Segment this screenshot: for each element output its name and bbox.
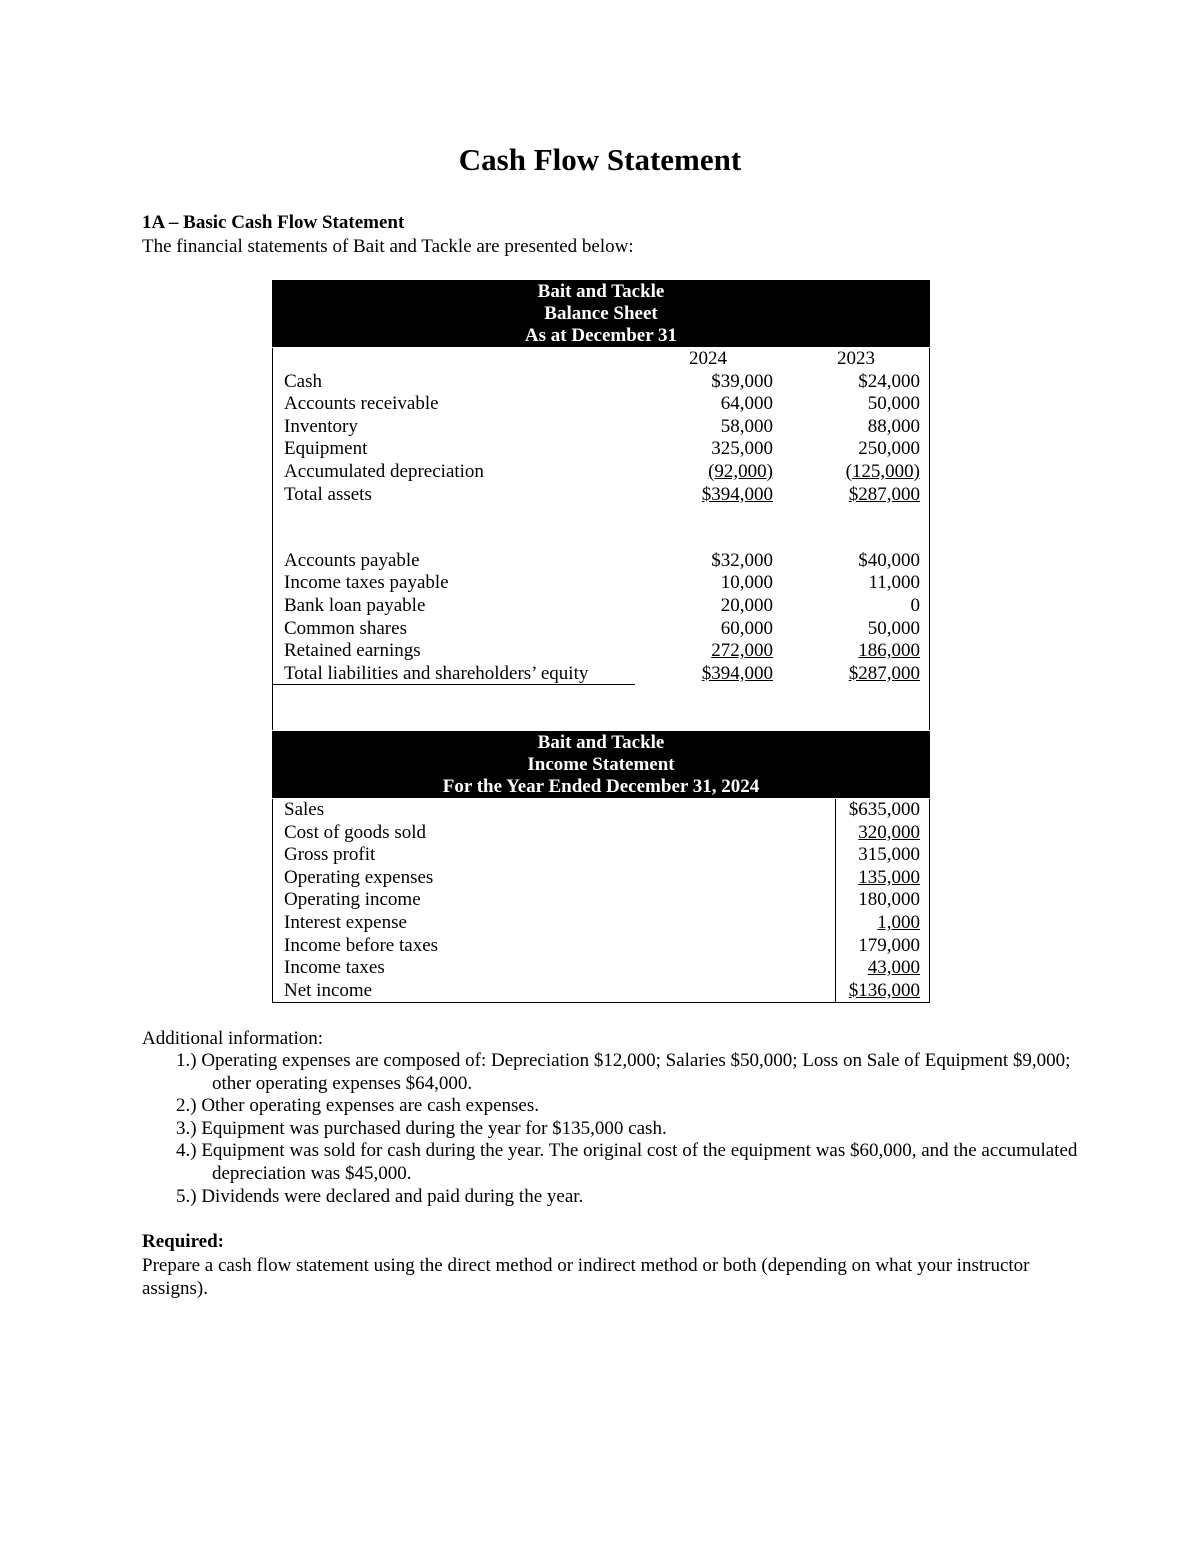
value-2023: 250,000 <box>858 438 920 460</box>
value-2023: 88,000 <box>867 415 920 437</box>
total-row <box>273 980 929 1003</box>
value-2024: $394,000 <box>701 483 773 505</box>
row-label: Interest expense <box>284 911 407 933</box>
balance-sheet-body <box>272 348 930 730</box>
value-2023: (125,000) <box>845 460 920 482</box>
table-row <box>273 393 929 416</box>
total-divider-line <box>273 684 635 685</box>
value-2023: $287,000 <box>848 662 920 684</box>
table-row <box>273 889 929 912</box>
row-label: Gross profit <box>284 844 376 866</box>
value-2024: 325,000 <box>711 438 773 460</box>
row-value: 179,000 <box>858 934 920 956</box>
table-row <box>273 371 929 394</box>
row-label: Accumulated depreciation <box>284 460 484 482</box>
row-label: Common shares <box>284 617 407 639</box>
table-row <box>273 822 929 845</box>
table-row <box>273 438 929 461</box>
row-value: 180,000 <box>858 889 920 911</box>
total-row <box>273 484 929 507</box>
value-2024: 60,000 <box>720 617 773 639</box>
company-name: Bait and Tackle <box>537 732 665 753</box>
page-title: Cash Flow Statement <box>458 142 742 177</box>
required-text: Prepare a cash flow statement using the direct method or indirect method or both (depending on what your instructor assigns). <box>142 1255 1030 1299</box>
row-label: Accounts payable <box>284 549 420 571</box>
table-row <box>273 461 929 484</box>
balance-sheet <box>272 280 930 731</box>
table-row <box>273 550 929 573</box>
table-row <box>273 595 929 618</box>
row-label: Inventory <box>284 415 358 437</box>
statement-period: For the Year Ended December 31, 2024 <box>442 776 760 797</box>
row-label: Income before taxes <box>284 934 439 956</box>
row-label: Operating expenses <box>284 866 434 888</box>
row-label: Accounts receivable <box>284 393 439 415</box>
row-label: Operating income <box>284 889 421 911</box>
row-label: Equipment <box>284 438 368 460</box>
table-row <box>273 867 929 890</box>
year-header-row <box>273 348 929 371</box>
statement-name: Balance Sheet <box>544 303 658 324</box>
value-2024: 272,000 <box>711 640 773 662</box>
value-2023: 0 <box>910 594 920 616</box>
table-row <box>273 957 929 980</box>
table-row <box>273 844 929 867</box>
list-item: 2.) Other operating expenses are cash expenses. <box>176 1095 539 1117</box>
value-2023: $24,000 <box>858 370 920 392</box>
row-value: 320,000 <box>858 821 920 843</box>
table-row <box>273 618 929 641</box>
value-2024: 20,000 <box>720 594 773 616</box>
value-2024: $32,000 <box>711 549 773 571</box>
row-value: 135,000 <box>858 866 920 888</box>
row-label: Income taxes payable <box>284 572 449 594</box>
income-statement-body <box>272 799 930 1003</box>
value-2024: 58,000 <box>720 415 773 437</box>
list-item: 4.) Equipment was sold for cash during the year. The original cost of the equipment was $60,000, and the accumulated depreciation was $45,000. <box>176 1140 1078 1184</box>
table-row <box>273 640 929 663</box>
row-label: Total liabilities and shareholders’ equity <box>284 662 589 684</box>
row-value: $136,000 <box>848 979 920 1001</box>
value-2024: 64,000 <box>720 393 773 415</box>
table-row <box>273 912 929 935</box>
year-2023-header: 2023 <box>837 348 875 369</box>
row-label: Retained earnings <box>284 640 421 662</box>
table-row <box>273 572 929 595</box>
row-label: Bank loan payable <box>284 594 426 616</box>
row-label: Cash <box>284 370 322 392</box>
additional-info-heading: Additional information: <box>142 1028 324 1049</box>
table-row <box>273 799 929 822</box>
year-2024-header: 2024 <box>689 348 727 369</box>
required-heading: Required: <box>142 1231 224 1252</box>
value-2024: $394,000 <box>701 662 773 684</box>
list-item: 3.) Equipment was purchased during the year for $135,000 cash. <box>176 1117 667 1139</box>
value-2023: 186,000 <box>858 640 920 662</box>
section-heading: 1A – Basic Cash Flow Statement <box>142 212 405 233</box>
company-name: Bait and Tackle <box>537 281 665 302</box>
list-item: 1.) Operating expenses are composed of: Depreciation $12,000; Salaries $50,000; Loss on Sale of Equipment $9,000; other operating expenses $64,000. <box>176 1050 1071 1094</box>
income-statement-header <box>272 731 930 798</box>
value-2023: 50,000 <box>867 393 920 415</box>
value-2024: 10,000 <box>720 572 773 594</box>
total-row <box>273 663 929 686</box>
table-row <box>273 935 929 958</box>
value-2023: 50,000 <box>867 617 920 639</box>
balance-sheet-header <box>272 280 930 347</box>
row-value: $635,000 <box>848 799 920 820</box>
value-2023: 11,000 <box>868 572 920 594</box>
row-label: Sales <box>284 799 325 820</box>
list-item: 5.) Dividends were declared and paid during the year. <box>176 1185 584 1207</box>
value-2024: $39,000 <box>711 370 773 392</box>
value-2024: (92,000) <box>708 460 773 482</box>
value-2023: $40,000 <box>858 549 920 571</box>
statement-name: Income Statement <box>527 754 675 775</box>
row-label: Cost of goods sold <box>284 821 426 843</box>
row-value: 1,000 <box>877 911 920 933</box>
statement-date: As at December 31 <box>524 325 678 346</box>
row-label: Total assets <box>284 483 372 505</box>
row-label: Income taxes <box>284 957 385 979</box>
intro-text: The financial statements of Bait and Tackle are presented below: <box>142 236 634 257</box>
income-statement <box>272 731 930 1003</box>
row-value: 43,000 <box>867 957 920 979</box>
table-row <box>273 416 929 439</box>
row-label: Net income <box>284 979 373 1001</box>
row-value: 315,000 <box>858 844 920 866</box>
additional-info-list <box>142 1050 1082 1208</box>
value-2023: $287,000 <box>848 483 920 505</box>
